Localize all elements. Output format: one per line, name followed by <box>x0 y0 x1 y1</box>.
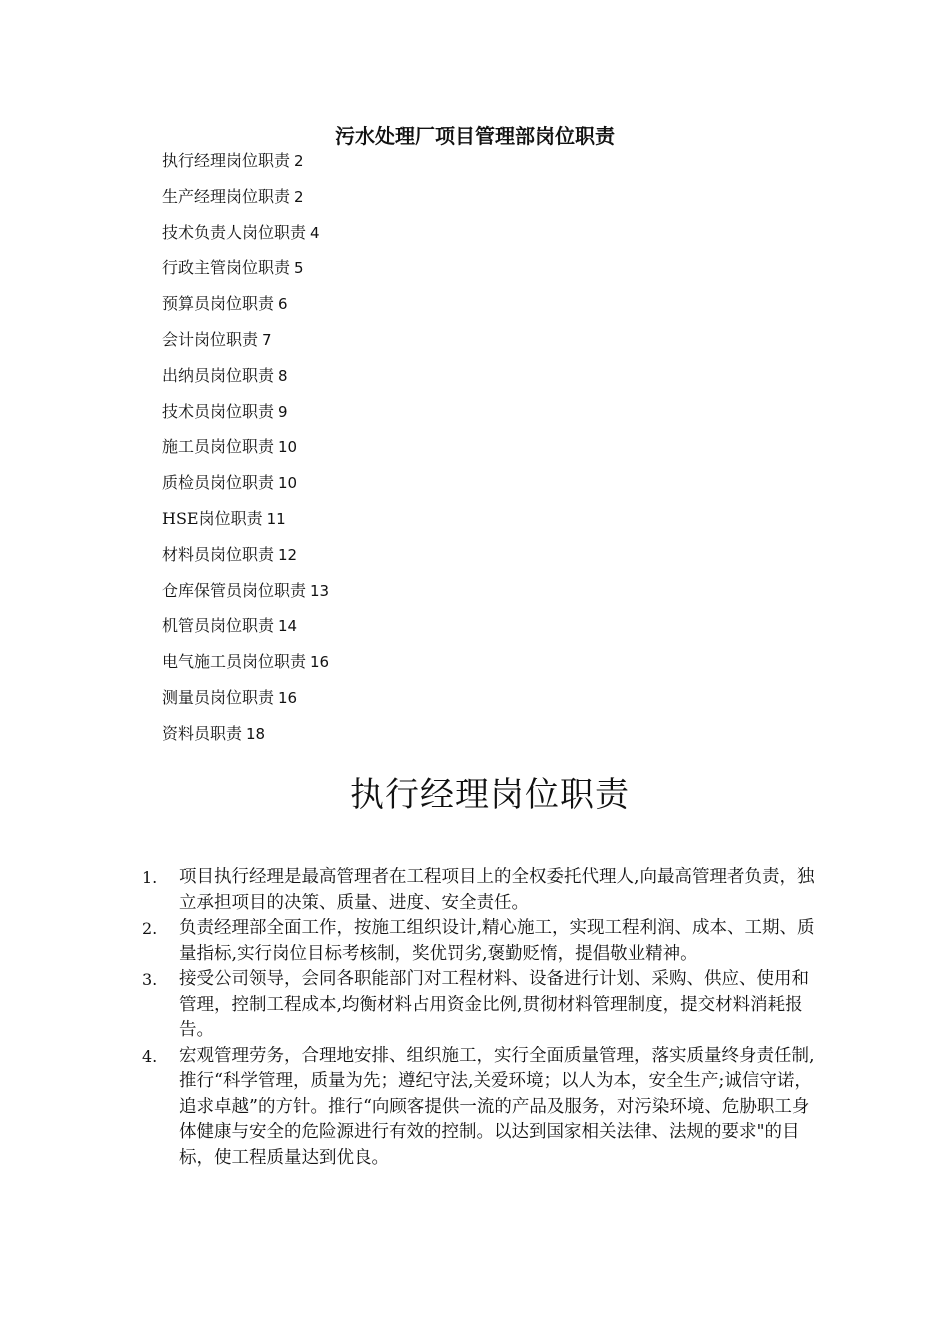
toc-entry-page: 16 <box>278 688 298 707</box>
toc-entry-label: 技术员岗位职责 <box>162 401 275 421</box>
toc-entry[interactable] <box>162 684 329 720</box>
toc-entry[interactable] <box>162 505 329 541</box>
toc-entry[interactable] <box>162 254 329 290</box>
duty-number: 1. <box>142 868 158 887</box>
toc-entry-label: 会计岗位职责 <box>162 329 259 349</box>
duty-text: 负责经理部全面工作，按施工组织设计,精心施工，实现工程利润、成本、工期、质量指标,实行岗位目标考核制，奖优罚劣,褒勤贬惰，提倡敬业精神。 <box>179 918 815 964</box>
toc-entry-page: 9 <box>278 402 288 421</box>
toc-entry[interactable] <box>162 362 329 398</box>
document-title: 污水处理厂项目管理部岗位职责 <box>335 124 615 148</box>
toc-entry-page: 18 <box>246 724 266 743</box>
table-of-contents <box>162 147 329 756</box>
toc-entry[interactable] <box>162 147 329 183</box>
toc-entry-label: 行政主管岗位职责 <box>162 258 291 278</box>
toc-entry-page: 11 <box>266 509 286 528</box>
toc-entry-label: HSE岗位职责 <box>162 508 263 528</box>
toc-entry-label: 材料员岗位职责 <box>162 544 275 564</box>
duty-item <box>142 967 822 1044</box>
toc-entry-page: 2 <box>294 187 304 206</box>
toc-entry-label: 电气施工员岗位职责 <box>162 652 307 672</box>
toc-entry-label: 机管员岗位职责 <box>162 616 275 636</box>
toc-entry-page: 13 <box>310 581 330 600</box>
duties-list <box>142 865 822 1171</box>
toc-entry-label: 资料员职责 <box>162 723 243 743</box>
toc-entry-page: 5 <box>294 259 304 278</box>
toc-entry[interactable] <box>162 326 329 362</box>
toc-entry-label: 质检员岗位职责 <box>162 473 275 493</box>
toc-entry-label: 施工员岗位职责 <box>162 437 275 457</box>
duty-text: 项目执行经理是最高管理者在工程项目上的全权委托代理人,向最高管理者负责，独立承担项目的决策、质量、进度、安全责任。 <box>179 867 815 913</box>
duty-item <box>142 916 822 967</box>
duty-text: 接受公司领导，会同各职能部门对工程材料、设备进行计划、采购、供应、使用和管理，控制工程成本,均衡材料占用资金比例,贯彻材料管理制度，提交材料消耗报告。 <box>179 969 809 1040</box>
toc-entry-page: 10 <box>278 474 298 493</box>
toc-entry[interactable] <box>162 612 329 648</box>
toc-entry-label: 测量员岗位职责 <box>162 687 275 707</box>
toc-entry-page: 12 <box>278 545 298 564</box>
duty-number: 2. <box>142 919 158 938</box>
toc-entry[interactable] <box>162 183 329 219</box>
duty-number: 3. <box>142 970 158 989</box>
toc-entry-page: 8 <box>278 366 288 385</box>
toc-entry-page: 2 <box>294 152 304 170</box>
toc-entry-page: 10 <box>278 438 298 457</box>
duty-text: 宏观管理劳务，合理地安排、组织施工，实行全面质量管理，落实质量终身责任制,推行“科学管理，质量为先；遵纪守法,关爱环境；以人为本，安全生产;诚信守诺，追求卓越”的方针。推行“向顾客提供一流的产品及服务，对污染环境、危胁职工身体健康与安全的危险源进行有效的控制。以达到国家相关法律、法规的要求"的目标，使工程质量达到优良。 <box>179 1045 815 1168</box>
toc-entry-page: 14 <box>278 617 298 636</box>
toc-entry[interactable] <box>162 398 329 434</box>
toc-entry-page: 7 <box>262 330 272 349</box>
toc-entry-label: 生产经理岗位职责 <box>162 186 291 206</box>
duty-item <box>142 865 822 916</box>
toc-entry[interactable] <box>162 433 329 469</box>
toc-entry[interactable] <box>162 290 329 326</box>
toc-entry[interactable] <box>162 720 329 756</box>
toc-entry-label: 出纳员岗位职责 <box>162 365 275 385</box>
toc-entry[interactable] <box>162 469 329 505</box>
toc-entry-page: 6 <box>278 295 288 314</box>
duty-item <box>142 1044 822 1172</box>
duty-number: 4. <box>142 1046 158 1066</box>
section-heading: 执行经理岗位职责 <box>350 775 630 815</box>
toc-entry-label: 仓库保管员岗位职责 <box>162 580 307 600</box>
toc-entry-label: 预算员岗位职责 <box>162 294 275 314</box>
toc-entry[interactable] <box>162 541 329 577</box>
toc-entry-page: 4 <box>310 223 320 242</box>
toc-entry-label: 技术负责人岗位职责 <box>162 222 307 242</box>
toc-entry[interactable] <box>162 577 329 613</box>
toc-entry[interactable] <box>162 648 329 684</box>
toc-entry-page: 16 <box>310 653 330 672</box>
toc-entry-label: 执行经理岗位职责 <box>162 151 291 170</box>
toc-entry[interactable] <box>162 219 329 255</box>
